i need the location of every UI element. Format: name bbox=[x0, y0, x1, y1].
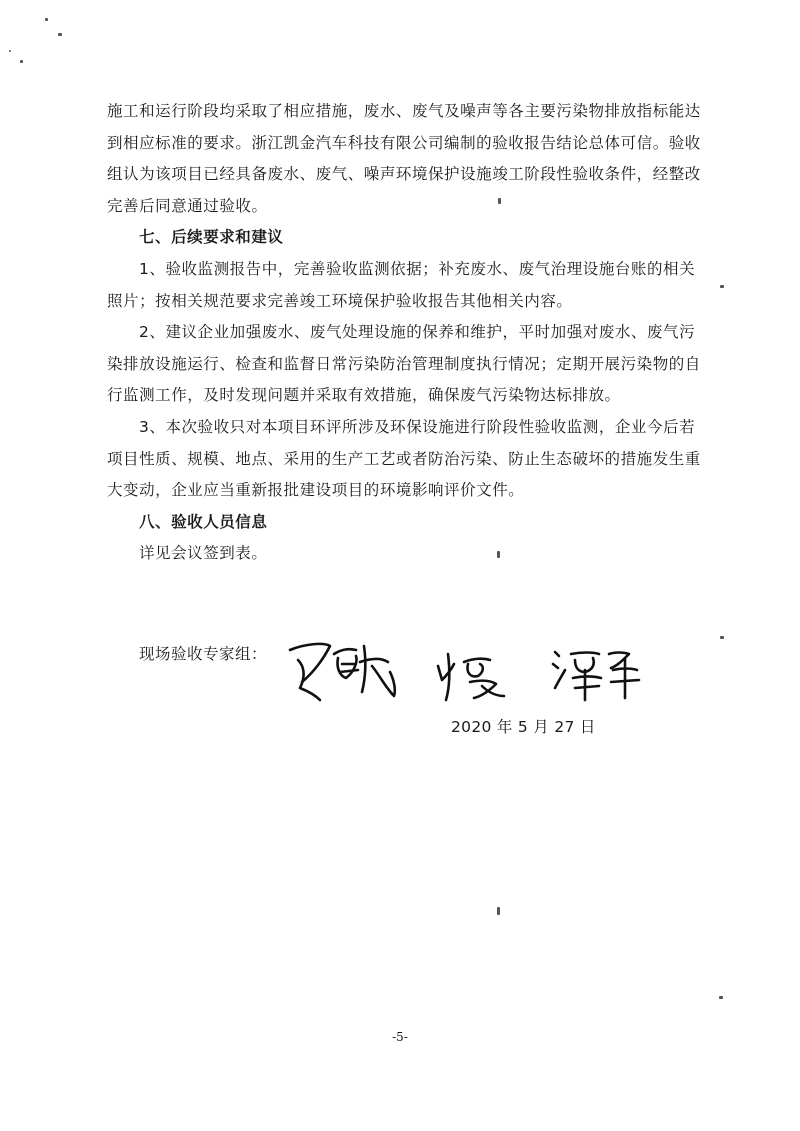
scan-speck bbox=[720, 636, 724, 639]
section-7-heading: 七、后续要求和建议 bbox=[139, 228, 284, 247]
handwritten-signature-1 bbox=[284, 636, 414, 711]
handwritten-signature-2 bbox=[434, 646, 524, 706]
document-body bbox=[107, 96, 707, 570]
handwritten-signature-3 bbox=[549, 644, 649, 706]
scan-speck bbox=[20, 60, 23, 63]
section-7-item-2: 2、建议企业加强废水、废气处理设施的保养和维护，平时加强对废水、废气污染排放设施运行、检查和监督日常污染防治管理制度执行情况；定期开展污染物的自行监测工作，及时发现问题并采取有效措施，确保废气污染物达标排放。 bbox=[107, 323, 701, 405]
scan-speck bbox=[9, 50, 11, 52]
section-8-heading: 八、验收人员信息 bbox=[139, 512, 268, 531]
signature-block bbox=[139, 636, 699, 716]
signature-label: 现场验收专家组： bbox=[139, 645, 268, 663]
page-number: -5- bbox=[392, 1030, 408, 1044]
intro-paragraph: 施工和运行阶段均采取了相应措施，废水、废气及噪声等各主要污染物排放指标能达到相应标准的要求。浙江凯金汽车科技有限公司编制的验收报告结论总体可信。验收组认为该项目已经具备废水、废气、噪声环境保护设施竣工阶段性验收条件，经整改完善后同意通过验收。 bbox=[107, 102, 701, 215]
scan-speck bbox=[497, 907, 500, 915]
signature-date: 2020 年 5 月 27 日 bbox=[451, 718, 596, 736]
scan-speck bbox=[720, 285, 724, 288]
section-7-item-3: 3、本次验收只对本项目环评所涉及环保设施进行阶段性验收监测，企业今后若项目性质、规模、地点、采用的生产工艺或者防治污染、防止生态破坏的措施发生重大变动，企业应当重新报批建设项目的环境影响评价文件。 bbox=[107, 417, 701, 500]
section-8-text: 详见会议签到表。 bbox=[139, 544, 268, 563]
scan-speck bbox=[719, 996, 723, 999]
section-7-item-1: 1、验收监测报告中，完善验收监测依据；补充废水、废气治理设施台账的相关照片；按相关规范要求完善竣工环境保护验收报告其他相关内容。 bbox=[107, 259, 696, 310]
scan-speck bbox=[58, 33, 62, 36]
scan-speck bbox=[45, 18, 48, 21]
